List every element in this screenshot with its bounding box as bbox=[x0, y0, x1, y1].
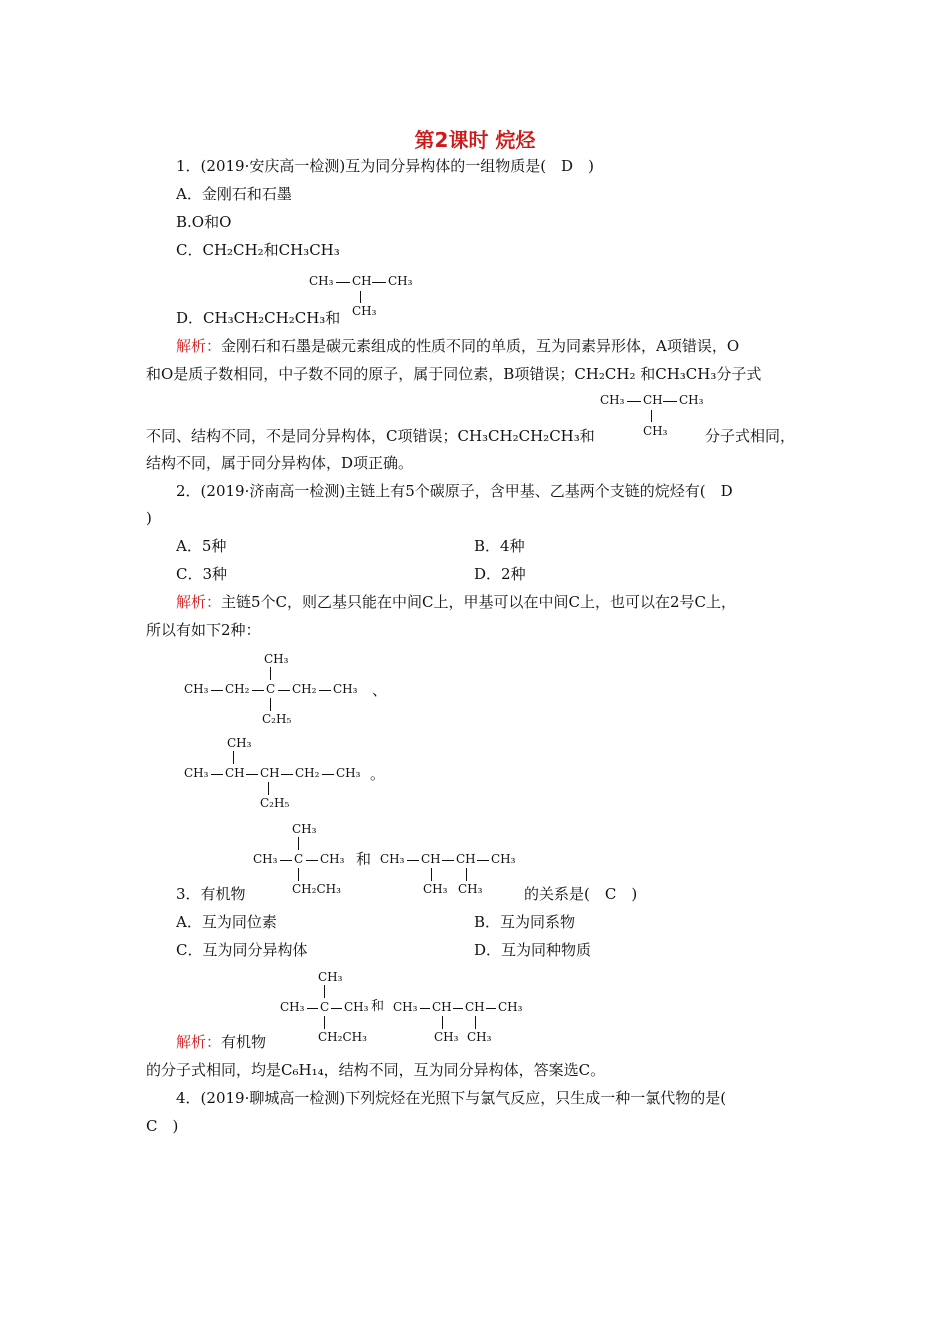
q1-option-d: D．CH₃CH₂CH₂CH₃和 bbox=[176, 309, 341, 327]
analysis-label: 解析： bbox=[176, 593, 222, 611]
separator: 、 bbox=[372, 681, 388, 699]
q3-stem-b: 的关系是( C ) bbox=[524, 885, 638, 903]
q1-option-b: B.O和O bbox=[176, 213, 232, 231]
q3-option-a: A．互为同位素 bbox=[176, 913, 277, 931]
q2-analysis-line-1: 解析：主链5个C，则乙基只能在中间C上，甲基可以在中间C上，也可以在2号C上， bbox=[176, 593, 737, 611]
q2-stem-cont: ) bbox=[146, 509, 152, 527]
analysis-label: 解析： bbox=[176, 1033, 222, 1051]
q1-option-c: C．CH₂CH₂和CH₃CH₃ bbox=[176, 241, 340, 259]
q3-analysis-line-1: 解析：有机物 bbox=[176, 1033, 267, 1051]
q1-analysis-line-2: 和O是质子数相同，中子数不同的原子，属于同位素，B项错误；CH₂CH₂ 和CH₃CH₃分子式 bbox=[146, 365, 762, 383]
q1-analysis-line-4: 结构不同，属于同分异构体，D项正确。 bbox=[146, 454, 414, 472]
page-title: 第2课时 烷烃 bbox=[414, 128, 536, 152]
q1-option-a: A．金刚石和石墨 bbox=[176, 185, 292, 203]
q2-stem: 2．(2019·济南高一检测)主链上有5个碳原子，含甲基、乙基两个支链的烷烃有( D bbox=[176, 482, 733, 500]
q1-analysis-line-3b: 分子式相同， bbox=[705, 427, 796, 445]
q4-stem: 4．(2019·聊城高一检测)下列烷烃在光照下与氯气反应，只生成一种一氯代物的是( bbox=[176, 1089, 727, 1107]
q2-option-b: B．4种 bbox=[474, 537, 525, 555]
q2-option-a: A．5种 bbox=[176, 537, 227, 555]
and-text: 和 bbox=[371, 999, 385, 1014]
q3-stem-a: 3．有机物 bbox=[176, 885, 246, 903]
q2-option-c: C．3种 bbox=[176, 565, 228, 583]
q2-option-d: D．2种 bbox=[474, 565, 526, 583]
q4-stem-cont: C ) bbox=[146, 1117, 179, 1135]
separator: 。 bbox=[370, 765, 386, 783]
q3-option-c: C．互为同分异构体 bbox=[176, 941, 308, 959]
q1-stem: 1．(2019·安庆高一检测)互为同分异构体的一组物质是( D ) bbox=[176, 157, 594, 175]
q3-option-d: D．互为同种物质 bbox=[474, 941, 592, 959]
and-text: 和 bbox=[356, 850, 372, 868]
q3-option-b: B．互为同系物 bbox=[474, 913, 576, 931]
q2-analysis-line-2: 所以有如下2种： bbox=[146, 621, 261, 639]
analysis-label: 解析： bbox=[176, 337, 222, 355]
q3-analysis-line-2: 的分子式相同，均是C₆H₁₄，结构不同，互为同分异构体，答案选C。 bbox=[146, 1061, 606, 1079]
q1-analysis-line-3a: 不同、结构不同，不是同分异构体，C项错误；CH₃CH₂CH₂CH₃和 bbox=[146, 427, 595, 445]
q1-analysis-line-1: 解析：金刚石和石墨是碳元素组成的性质不同的单质，互为同素异形体，A项错误，O bbox=[176, 337, 740, 355]
